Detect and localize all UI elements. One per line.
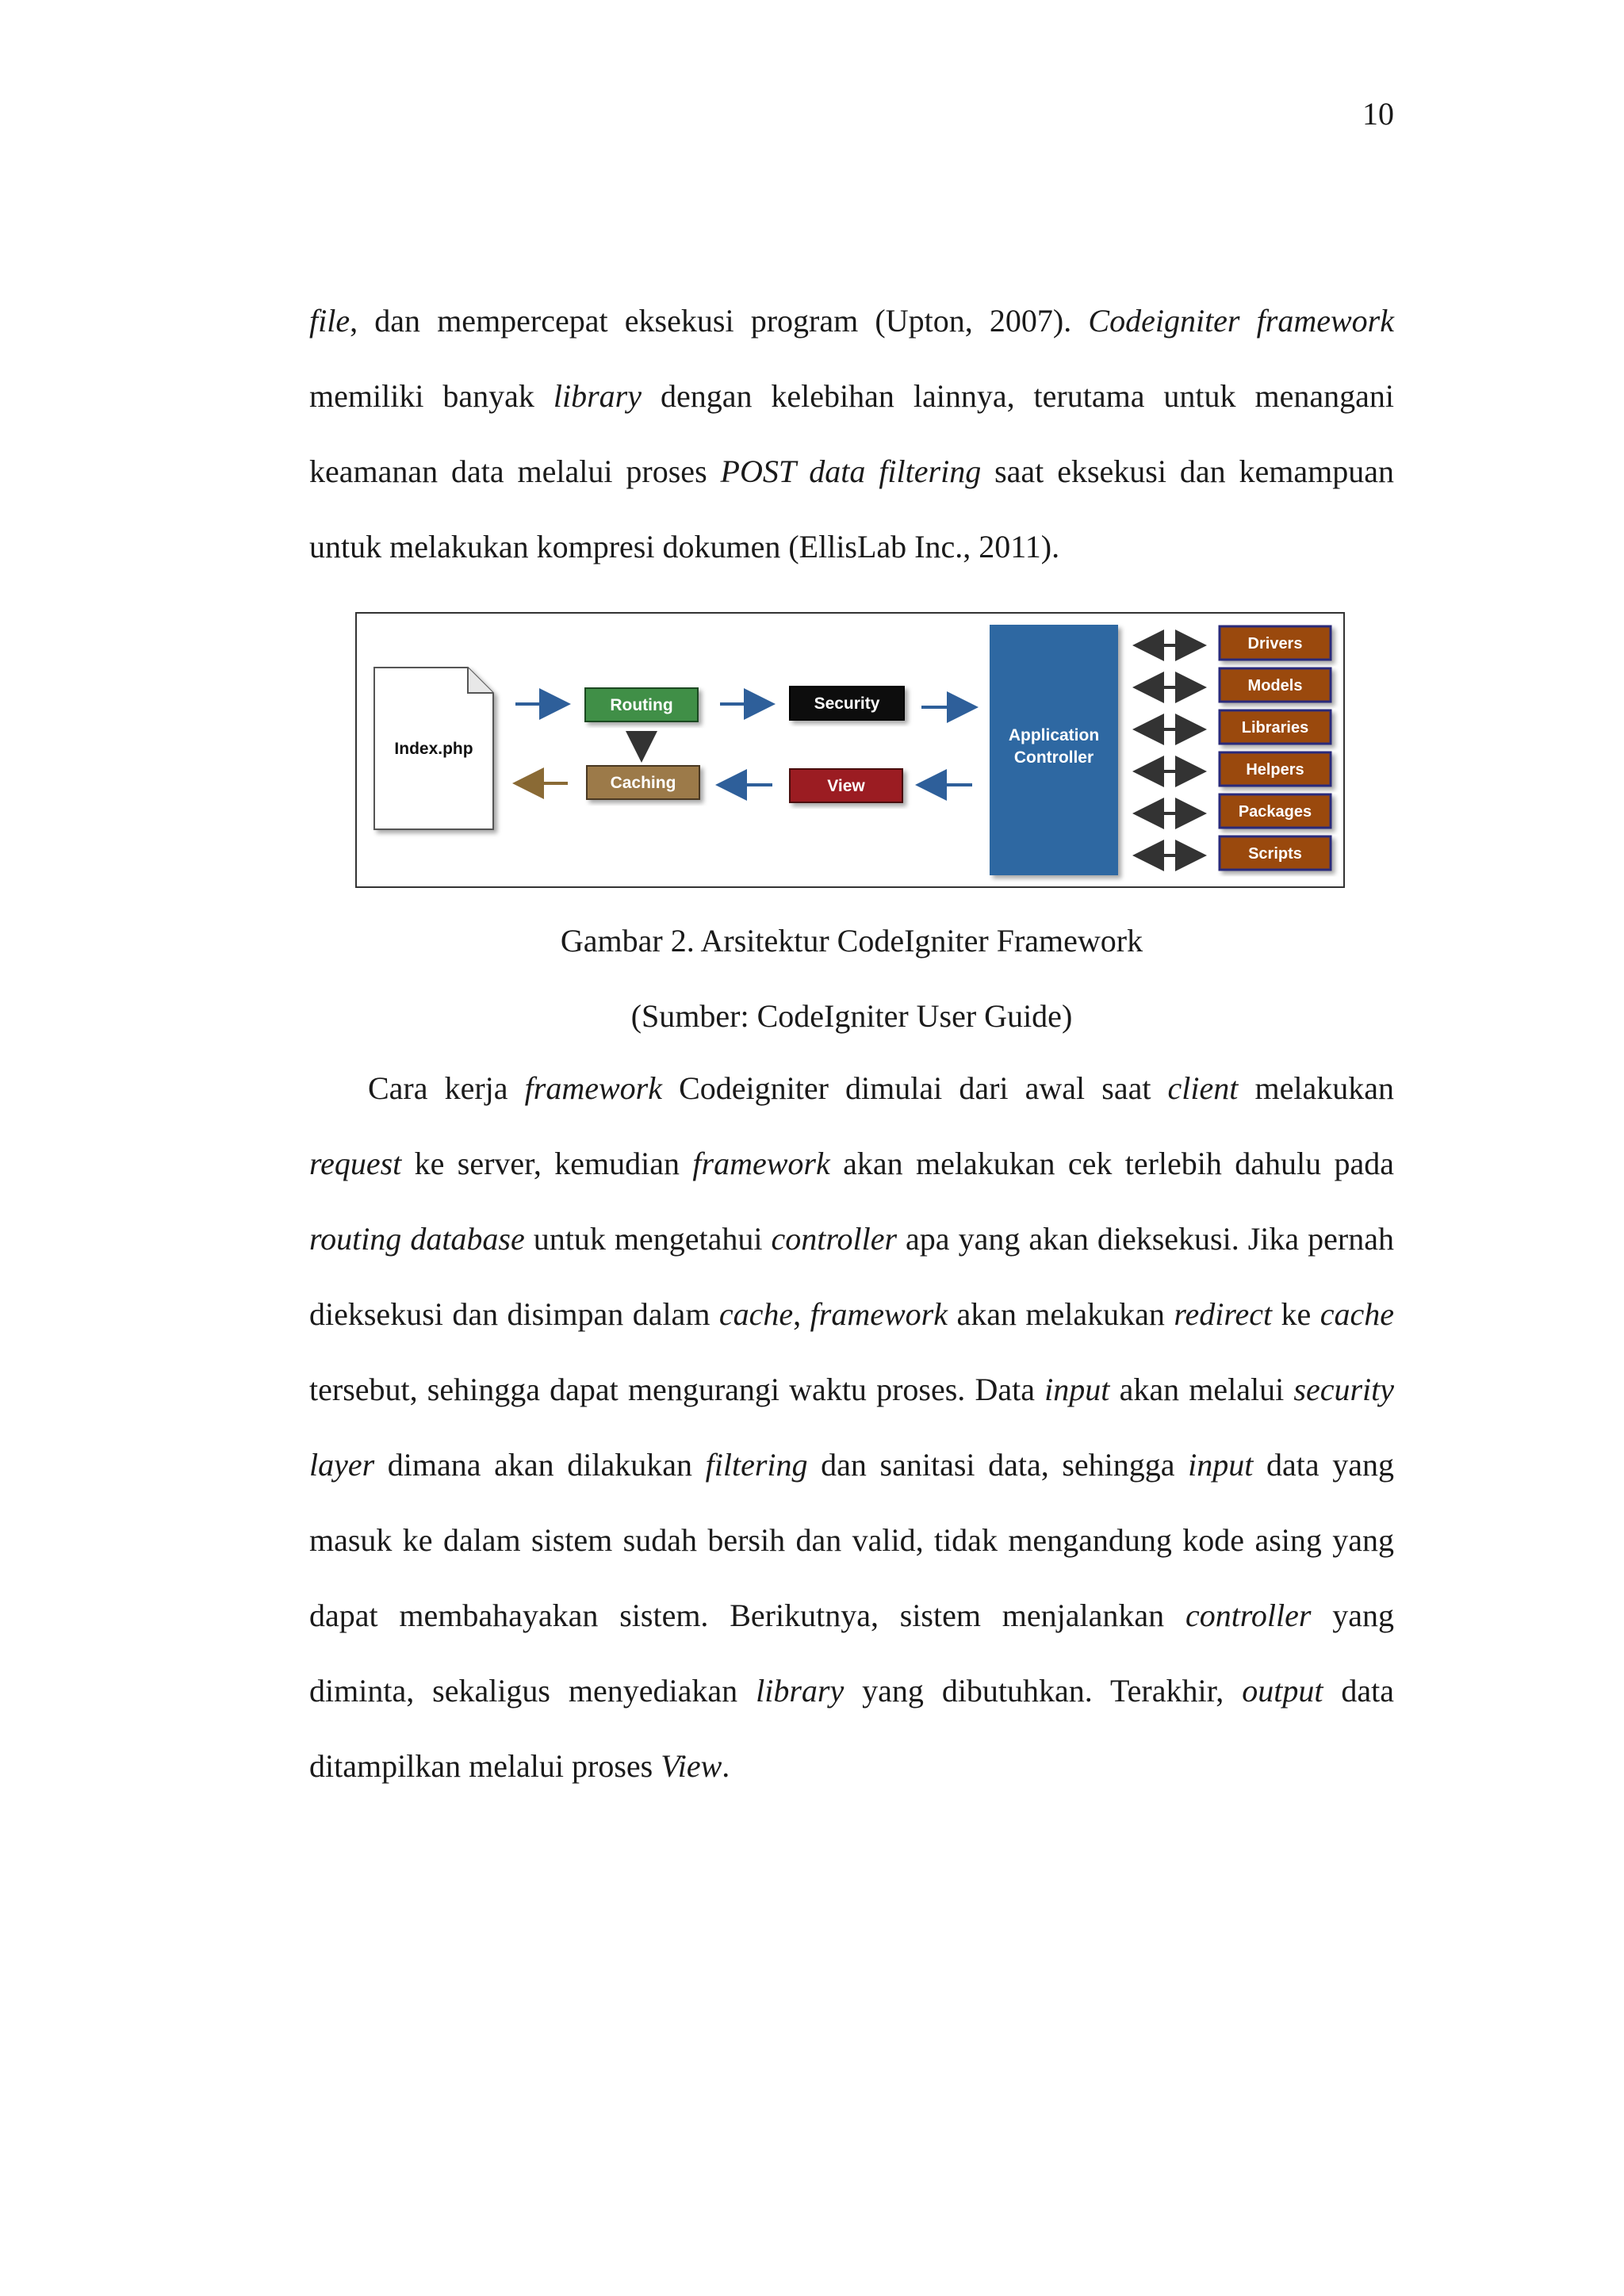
text-run: apa yang akan dieksekusi. Jika pernah dieksekusi dan disimpan dalam xyxy=(309,1221,1395,1332)
text-run: Codeigniter dimulai dari awal saat xyxy=(661,1070,1168,1106)
caching-node xyxy=(587,766,699,799)
text-run: melakukan xyxy=(1238,1070,1394,1106)
resource-libraries xyxy=(1139,710,1331,744)
application-controller-node xyxy=(990,625,1118,875)
resource-label: Packages xyxy=(1238,803,1312,821)
text-run: saat eksekusi dan kemampuan untuk melakukan kompresi dokumen (EllisLab Inc., 2011). xyxy=(309,453,1395,564)
routing-node xyxy=(585,688,698,721)
italic-term: client xyxy=(1167,1070,1239,1106)
text-run: data ditampilkan melalui proses xyxy=(309,1673,1394,1784)
italic-term: POST data filtering xyxy=(720,453,982,489)
text-run: dengan kelebihan lainnya, terutama untuk menangani keamanan data melalui proses xyxy=(309,378,1394,489)
italic-term: redirect xyxy=(1174,1296,1273,1332)
text-run: yang diminta, sekaligus menyediakan xyxy=(309,1598,1394,1709)
italic-term: controller xyxy=(1185,1598,1312,1633)
index-file-label: Index.php xyxy=(394,740,473,758)
resource-scripts xyxy=(1139,836,1331,870)
paragraph-intro xyxy=(309,283,1394,584)
controller-label-line2: Controller xyxy=(1013,748,1094,767)
text-run: . xyxy=(722,1748,730,1784)
italic-term: library xyxy=(756,1673,845,1709)
text-run: dan sanitasi data, sehingga xyxy=(807,1447,1189,1483)
text-run: ke server, kemudian xyxy=(401,1146,693,1181)
paragraph-text xyxy=(309,1050,1394,1804)
italic-term: input xyxy=(1044,1372,1110,1407)
italic-term: cache xyxy=(1320,1296,1395,1332)
text-run: tersebut, sehingga dapat mengurangi waktu proses. Data xyxy=(309,1372,1045,1407)
security-node xyxy=(790,687,904,720)
resource-label: Scripts xyxy=(1248,845,1302,863)
text-run: akan melalui xyxy=(1109,1372,1294,1407)
text-run: yang dibutuhkan. Terakhir, xyxy=(844,1673,1243,1709)
page-number: 10 xyxy=(1362,96,1394,132)
view-node xyxy=(790,769,902,802)
architecture-figure xyxy=(355,612,1345,888)
resource-label: Libraries xyxy=(1241,719,1309,737)
text-run: data yang masuk ke dalam sistem sudah bersih dan valid, tidak mengandung kode asing yang dapat membahayakan sistem. Berikutnya, sistem menjalankan xyxy=(309,1447,1395,1633)
text-run: memiliki banyak xyxy=(309,378,553,414)
italic-term: Codeigniter framework xyxy=(1088,303,1394,339)
figure-caption: Gambar 2. Arsitektur CodeIgniter Framework xyxy=(560,923,1143,959)
paragraph-text xyxy=(309,283,1394,584)
paragraph-explanation xyxy=(309,1050,1394,1804)
text-run: , dan mempercepat eksekusi program (Upton, 2007). xyxy=(350,303,1089,339)
resource-models xyxy=(1139,668,1331,702)
italic-term: framework xyxy=(524,1070,662,1106)
text-run: Cara kerja xyxy=(368,1070,525,1106)
italic-term: security layer xyxy=(309,1372,1394,1483)
resource-label: Models xyxy=(1247,677,1303,695)
text-run: untuk mengetahui xyxy=(524,1221,772,1257)
resource-drivers xyxy=(1139,626,1331,660)
italic-term: library xyxy=(553,378,642,414)
text-run: ke xyxy=(1272,1296,1320,1332)
text-run: akan melakukan cek terlebih dahulu pada xyxy=(829,1146,1395,1181)
index-file-node xyxy=(374,668,493,829)
view-label: View xyxy=(827,777,865,795)
figure-source: (Sumber: CodeIgniter User Guide) xyxy=(630,998,1073,1034)
routing-label: Routing xyxy=(610,696,673,714)
resource-packages xyxy=(1139,794,1331,828)
italic-term: file xyxy=(309,303,350,339)
italic-term: request xyxy=(309,1146,402,1181)
italic-term: View xyxy=(661,1748,722,1784)
text-run: akan melakukan xyxy=(947,1296,1174,1332)
italic-term: framework xyxy=(810,1296,948,1332)
italic-term: cache xyxy=(718,1296,794,1332)
caching-label: Caching xyxy=(610,774,676,792)
resource-label: Helpers xyxy=(1246,761,1304,779)
italic-term: controller xyxy=(771,1221,898,1257)
resource-list xyxy=(1139,626,1331,870)
security-label: Security xyxy=(814,695,880,713)
controller-label-line1: Application xyxy=(1008,726,1100,744)
architecture-diagram xyxy=(357,614,1343,886)
italic-term: filtering xyxy=(705,1447,808,1483)
text-run: dimana akan dilakukan xyxy=(374,1447,706,1483)
resource-helpers xyxy=(1139,752,1331,786)
text-run: , xyxy=(793,1296,810,1332)
italic-term: routing database xyxy=(309,1221,525,1257)
italic-term: input xyxy=(1188,1447,1254,1483)
italic-term: framework xyxy=(692,1146,830,1181)
resource-label: Drivers xyxy=(1247,635,1303,652)
italic-term: output xyxy=(1242,1673,1323,1709)
